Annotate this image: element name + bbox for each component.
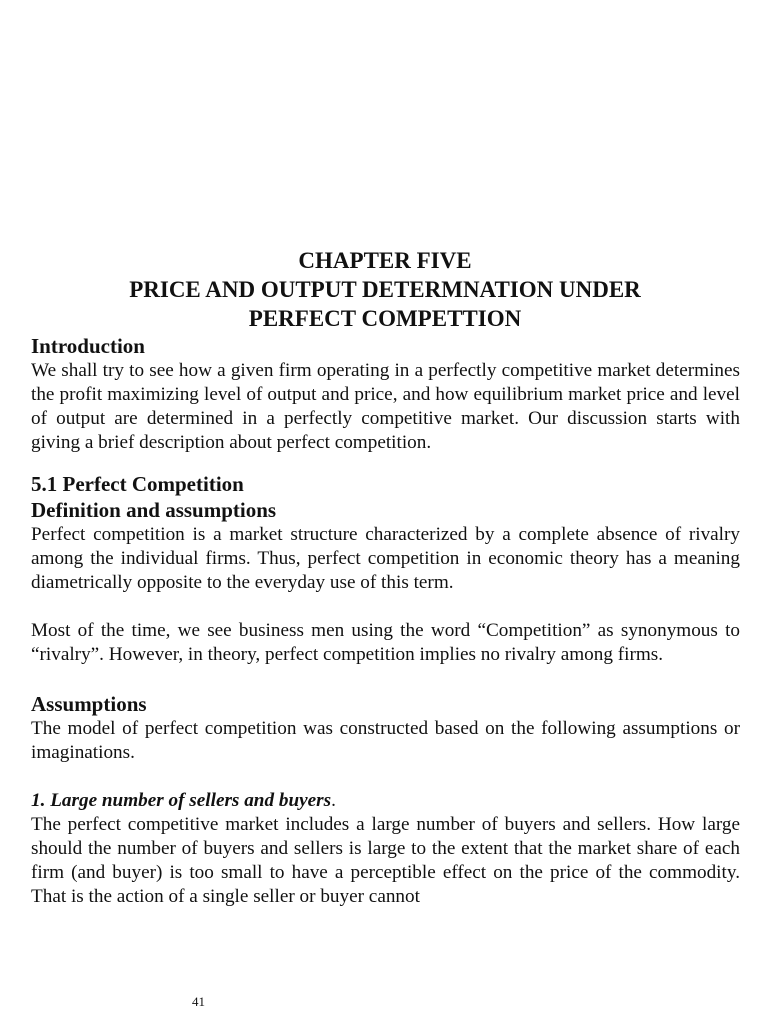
- spacer: [31, 765, 740, 789]
- introduction-heading: Introduction: [31, 334, 145, 358]
- page-number: 41: [192, 994, 205, 1009]
- spacer: [31, 595, 740, 619]
- definition-subheading: Definition and assumptions: [31, 498, 277, 522]
- assumption-1-title: 1. Large number of sellers and buyers: [31, 790, 332, 811]
- assumption-1-period: .: [331, 790, 336, 811]
- section-heading-5-1: 5.1 Perfect Competition: [31, 472, 244, 496]
- assumption-1-heading: [31, 789, 740, 813]
- document-body: [31, 333, 740, 909]
- spacer: [31, 667, 740, 691]
- chapter-number: CHAPTER FIVE: [298, 248, 472, 273]
- spacer: [31, 455, 740, 471]
- chapter-title: [30, 246, 740, 333]
- rivalry-paragraph: Most of the time, we see business men using the word “Competition” as synonymous to “rivalry”. However, in theory, perfect competition implies no rivalry among firms.: [31, 620, 740, 665]
- assumption-1-paragraph: The perfect competitive market includes a large number of buyers and sellers. How large should the number of buyers and sellers is large to the extent that the market share of each firm (and buyer) is too small to have a perceptible effect on the price of the commodity. That is the action of a single seller or buyer cannot: [31, 814, 740, 907]
- chapter-title-line-2: PERFECT COMPETTION: [248, 306, 522, 331]
- assumptions-heading: Assumptions: [31, 692, 147, 716]
- chapter-title-line-1: PRICE AND OUTPUT DETERMNATION UNDER: [129, 277, 641, 302]
- introduction-paragraph: We shall try to see how a given firm operating in a perfectly competitive market determines the profit maximizing level of output and price, and how equilibrium market price and level of output are determined in a perfectly competitive market. Our discussion starts with giving a brief description about perfect competition.: [31, 360, 740, 453]
- assumptions-intro-paragraph: The model of perfect competition was constructed based on the following assumptions or imaginations.: [31, 718, 740, 763]
- definition-paragraph: Perfect competition is a market structure characterized by a complete absence of rivalry among the individual firms. Thus, perfect competition in economic theory has a meaning diametrically opposite to the everyday use of this term.: [31, 524, 740, 593]
